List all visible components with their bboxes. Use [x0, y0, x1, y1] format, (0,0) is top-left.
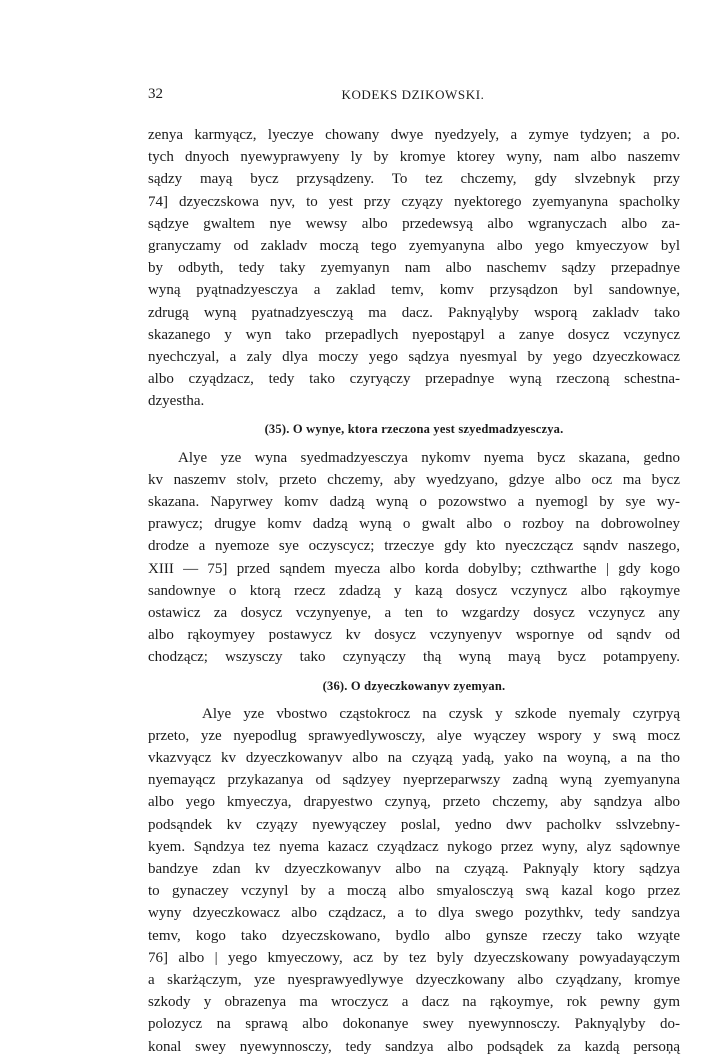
text-line: zdrugą wyną pyatnadzyesczyą ma dacz. Paknyąlyby wsporą zakladv tako	[148, 304, 680, 321]
text-line: wyny dzyeczkowacz albo cządzacz, a to dlya swego pozythkv, tedy sandzya	[148, 905, 680, 922]
text-line: tych dnyoch nyewyprawyeny ly by kromye ktorey wyny, nam albo naszemv	[148, 149, 680, 166]
text-line: to gynaczey vczynyl by a moczą albo smyalosczyą swą kazal kogo przez	[148, 883, 680, 900]
text-line: sądzye gwaltem nye wewsy albo przedewsyą albo wgranyczach albo za-	[148, 215, 680, 232]
text-line: by odbyth, tedy taky zyemyanyn nam albo naschemv sądzy przepadnye	[148, 260, 680, 277]
page-number: 32	[148, 86, 163, 102]
page-header	[148, 86, 678, 112]
text-line: kyem. Sąndzya tez nyema kazacz czyądzacz nykogo przez wyny, alyz sądownye	[148, 838, 680, 855]
text-line: podsąndek kv czyązy nyewyączey poslal, yedno dwv pacholkv sslvzebny-	[148, 816, 680, 833]
text-line: albo yego kmyeczya, drapyestwo czynyą, przeto chczemy, aby sąndzya albo	[148, 794, 680, 811]
text-line: nyemayącz przykazanya od sądzyey nyeprzeparwszy zadną wyną zyemyanyna	[148, 772, 680, 789]
text-line: Alye yze wyna syedmadzyesczya nykomv nyema bycz skazana, gedno	[178, 449, 680, 466]
text-line: zenya karmyącz, lyeczye chowany dwye nyedzyely, a zymye tydzyen; a po.	[148, 127, 680, 143]
text-line: albo czyądzacz, tedy tako czyryączy przepadnye wyną rzeczoną schestna-	[148, 371, 680, 388]
body-text	[148, 124, 680, 1058]
text-line: konal swey nyewynnosczy, tedy sandzya albo podsądek za kazdą persoņą	[148, 1038, 680, 1055]
text-line: vkazvyącz kv dzyeczkowanyv albo na czyązą yadą, yako na woyną, a na tho	[148, 750, 680, 767]
text-line: wyną pyątnadzyesczya a zaklad temv, komv przysądzon byl sandownye,	[148, 282, 680, 299]
text-line: temv, kogo tako dzyeczskowano, bydlo albo gynsze rzeczy tako wzyąte	[148, 927, 680, 944]
text-line: drodze a nyemoze sye oczyscycz; trzeczye gdy kto nyeczczącz sąndv naszego,	[148, 538, 680, 555]
text-line: XIII — 75] przed sąndem myecza albo korda dobylby; czthwarthe | gdy kogo	[148, 560, 680, 577]
text-line: dzyestha.	[148, 393, 205, 410]
text-line: prawycz; drugye komv dadzą wyną o gwalt albo o rozboy na dobrowolney	[148, 516, 680, 533]
text-line: przeto, yze nyepodlug sprawyedlywosczy, alye wyączey wspory y swą mocz	[148, 727, 680, 744]
text-line: 74] dzyeczskowa nyv, to yest przy czyązy nyektorego zyemyanyna spacholky	[148, 193, 680, 210]
section-heading: (35). O wynye, ktora rzeczona yest szyedmadzyesczya.	[264, 422, 564, 437]
text-line: albo rąkoymyey postawycz kv dosycz vczynyenyv wspornye od sąndv od	[148, 627, 680, 644]
text-line: Alye yze vbostwo cząstokrocz na czysk y szkode nyemaly czyrpyą	[202, 705, 680, 722]
text-line: chodzącz; wszysczy tako czynyączy thą wyną mayą bycz potampyeny.	[148, 649, 680, 666]
section-heading: (36). O dzyeczkowanyv zyemyan.	[322, 678, 506, 693]
text-line: sandownye o ktorą rzecz zdadzą y kazą dosycz vczynycz albo rąkoymye	[148, 582, 680, 599]
text-line: granyczamy od zakladv moczą tego zyemyanyna albo yego kmyeczyow byl	[148, 237, 680, 254]
text-line: ostawicz za dosycz vczynyenye, a ten to wzgardzy dosycz vczynycz any	[148, 604, 680, 621]
text-line: a skarżączym, yze nyesprawyedlywye dzyeczkowany albo czyądzany, kromye	[148, 971, 680, 988]
text-line: 76] albo | yego kmyeczowy, acz by tez byly dzyeczskowany powyadayączym	[148, 949, 680, 966]
text-line: skazana. Napyrwey komv dadzą wyną o pozowstwo a nyemogl by sye wy-	[148, 494, 680, 510]
text-line: kv naszemv stolv, przeto chczemy, aby wyedzyano, gdzye albo ocz ma bycz	[148, 471, 680, 488]
text-line: skazanego y wyn tako przepadlych nyepostąpyl a zanye dosycz vczynycz	[148, 326, 680, 343]
text-line: sądzy mayą bycz przysądzeny. To tez chczemy, gdy slvzebnyk przy	[148, 171, 680, 188]
text-line: polozycz na sprawą albo dokonanye swey nyewynnosczy. Paknyąlyby do-	[148, 1016, 680, 1033]
text-line: szkody y obrazenya ma wroczycz a dacz na rąkoymye, rok pewny gym	[148, 994, 680, 1011]
text-line: nyechczyal, a zaly dlya moczy yego sądzya nyesmyal by yego dzyeczkowacz	[148, 348, 680, 365]
running-title: KODEKS DZIKOWSKI.	[341, 87, 485, 102]
text-line: bandzye zdan kv dzyeczkowanyv albo na czyązą. Paknyąly ktory sądzya	[148, 861, 680, 877]
